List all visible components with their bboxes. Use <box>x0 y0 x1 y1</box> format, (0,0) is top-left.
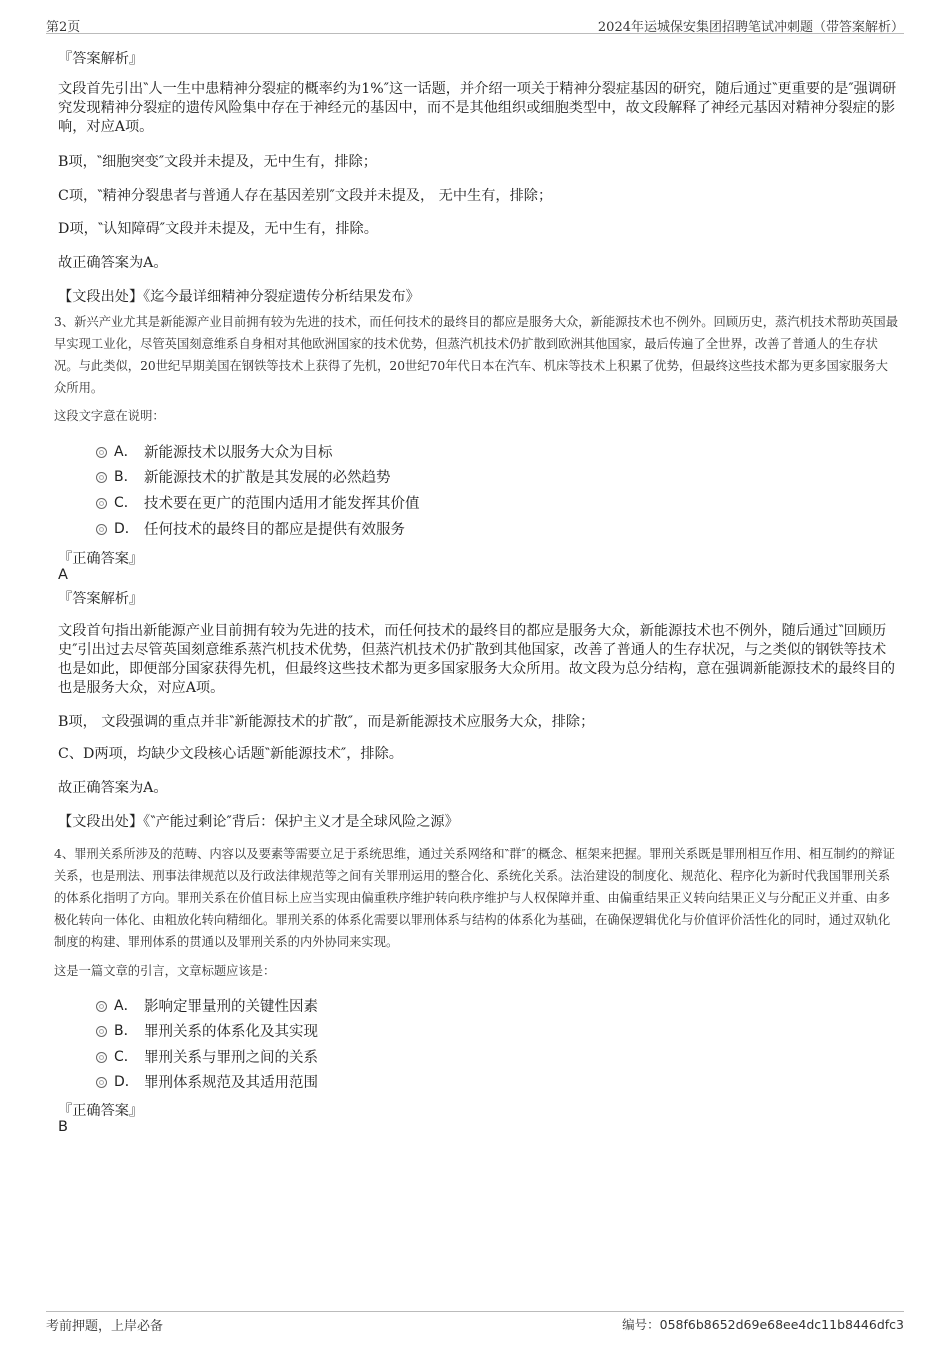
q3-answer-heading: 『正确答案』 <box>58 551 144 567</box>
option-letter: B． <box>114 1023 138 1039</box>
option-letter: D． <box>114 1074 139 1090</box>
q3-source: 【文段出处】《‶产能过剩论″背后：保护主义才是全球风险之源》 <box>58 814 459 830</box>
option-letter: A． <box>114 444 138 460</box>
q2-option-c-note: C项，‶精神分裂患者与普通人存在基因差别″文段并未提及， 无中生有，排除； <box>58 188 553 204</box>
page-header <box>46 14 904 34</box>
radio-button[interactable] <box>96 447 107 458</box>
option-letter: B． <box>114 469 138 485</box>
q3-answer: A <box>58 567 68 583</box>
q4-stem: 4、罪刑关系所涉及的范畴、内容以及要素等需要立足于系统思维，通过关系网络和‶群″的概念、框架来把握。罪刑关系既是罪刑相互作用、相互制约的辩证关系，也是刑法、刑事法律规范以及行政法律规范等之间有关罪刑运用的整合化、系统化关系。法治建设的制度化、规范化、程序化为新时代我国罪刑关系的体系化指明了方向。罪刑关系在价值目标上应当实现由偏重秩序维护转向秩序维护与人权保障并重、由偏重结果正义转向结果正义与分配正义并重、由多极化转向一体化、由粗放化转向精细化。罪刑关系的体系化需要以罪刑体系与结构的体系化为基础，在确保逻辑优化与价值评价活性化的同时，通过双轨化制度的构建、罪刑体系的贯通以及罪刑关系的内外协同来实现。 <box>54 847 895 949</box>
option-text: 任何技术的最终目的都应是提供有效服务 <box>144 522 405 538</box>
q4-answer: B <box>58 1119 68 1135</box>
option-text: 罪刑体系规范及其适用范围 <box>144 1075 318 1091</box>
option-text: 罪刑关系与罪刑之间的关系 <box>144 1050 318 1066</box>
option-text: 影响定罪量刑的关键性因素 <box>144 999 318 1015</box>
q2-analysis-paragraph: 文段首先引出‶人一生中患精神分裂症的概率约为1%″这一话题，并介绍一项关于精神分裂症基因的研究，随后通过‶更重要的是″强调研究发现精神分裂症的遗传风险集中存在于神经元的基因中，而不是其他组织或细胞类型中，故文段解释了神经元基因对精神分裂症的影响，对应A项。 <box>58 81 897 135</box>
q2-analysis-heading: 『答案解析』 <box>58 51 144 67</box>
radio-button[interactable] <box>96 1026 107 1037</box>
document-code <box>622 1315 904 1333</box>
radio-button[interactable] <box>96 1052 107 1063</box>
option-text: 新能源技术的扩散是其发展的必然趋势 <box>144 470 391 486</box>
q4-prompt: 这是一篇文章的引言，文章标题应该是： <box>54 964 276 978</box>
q3-analysis-heading: 『答案解析』 <box>58 591 144 607</box>
option-text: 罪刑关系的体系化及其实现 <box>144 1024 318 1040</box>
option-text: 技术要在更广的范围内适用才能发挥其价值 <box>144 496 420 512</box>
q3-prompt: 这段文字意在说明： <box>54 409 165 423</box>
radio-button[interactable] <box>96 1077 107 1088</box>
page-number: 第2页 <box>46 20 81 35</box>
code-value: 058f6b8652d69e68ee4dc11b8446dfc3 <box>659 1317 904 1332</box>
radio-button[interactable] <box>96 472 107 483</box>
radio-button[interactable] <box>96 524 107 535</box>
q3-option-b-note: B项， 文段强调的重点并非‶新能源技术的扩散″，而是新能源技术应服务大众，排除； <box>58 714 595 730</box>
radio-button[interactable] <box>96 498 107 509</box>
radio-button[interactable] <box>96 1001 107 1012</box>
q3-stem: 3、新兴产业尤其是新能源产业目前拥有较为先进的技术，而任何技术的最终目的都应是服务大众，新能源技术也不例外。回顾历史，蒸汽机技术帮助英国最早实现工业化，尽管英国刻意维系自身相对其他欧洲国家的技术优势，但蒸汽机技术仍扩散到欧洲其他国家，最后传遍了全世界，改善了普通人的生存状况。与此类似，20世纪早期美国在钢铁等技术上获得了先机，20世纪70年代日本在汽车、机床等技术上积累了优势，但最终这些技术都为更多国家服务大众所用。 <box>54 315 899 395</box>
document-title: 2024年运城保安集团招聘笔试冲刺题（带答案解析） <box>597 20 904 35</box>
option-letter: C． <box>114 495 138 511</box>
q2-source: 【文段出处】《迄今最详细精神分裂症遗传分析结果发布》 <box>58 289 420 305</box>
option-letter: A． <box>114 998 138 1014</box>
option-letter: D． <box>114 521 139 537</box>
option-text: 新能源技术以服务大众为目标 <box>144 445 333 461</box>
q3-conclusion: 故正确答案为A。 <box>58 780 168 796</box>
code-label: 编号： <box>622 1317 660 1332</box>
q2-option-b-note: B项，‶细胞突变″文段并未提及，无中生有，排除； <box>58 154 377 170</box>
q3-analysis-paragraph: 文段首句指出新能源产业目前拥有较为先进的技术，而任何技术的最终目的都应是服务大众，新能源技术也不例外，随后通过‶回顾历史″引出过去尽管英国刻意维系蒸汽机技术优势，但蒸汽机技术仍扩散到其他国家，改善了普通人的生存状况，与之类似的钢铁等技术也是如此，即便部分国家获得先机，但最终这些技术都为更多国家服务大众所用。故文段为总分结构，意在强调新能源技术的最终目的也是服务大众，对应A项。 <box>58 623 896 696</box>
q3-option-cd-note: C、D两项，均缺少文段核心话题‶新能源技术″，排除。 <box>58 746 403 762</box>
page-footer <box>46 1311 904 1335</box>
footer-slogan: 考前押题，上岸必备 <box>46 1319 164 1334</box>
q2-conclusion: 故正确答案为A。 <box>58 255 168 271</box>
q2-option-d-note: D项，‶认知障碍″文段并未提及，无中生有，排除。 <box>58 221 378 237</box>
option-letter: C． <box>114 1049 138 1065</box>
q4-answer-heading: 『正确答案』 <box>58 1103 144 1119</box>
